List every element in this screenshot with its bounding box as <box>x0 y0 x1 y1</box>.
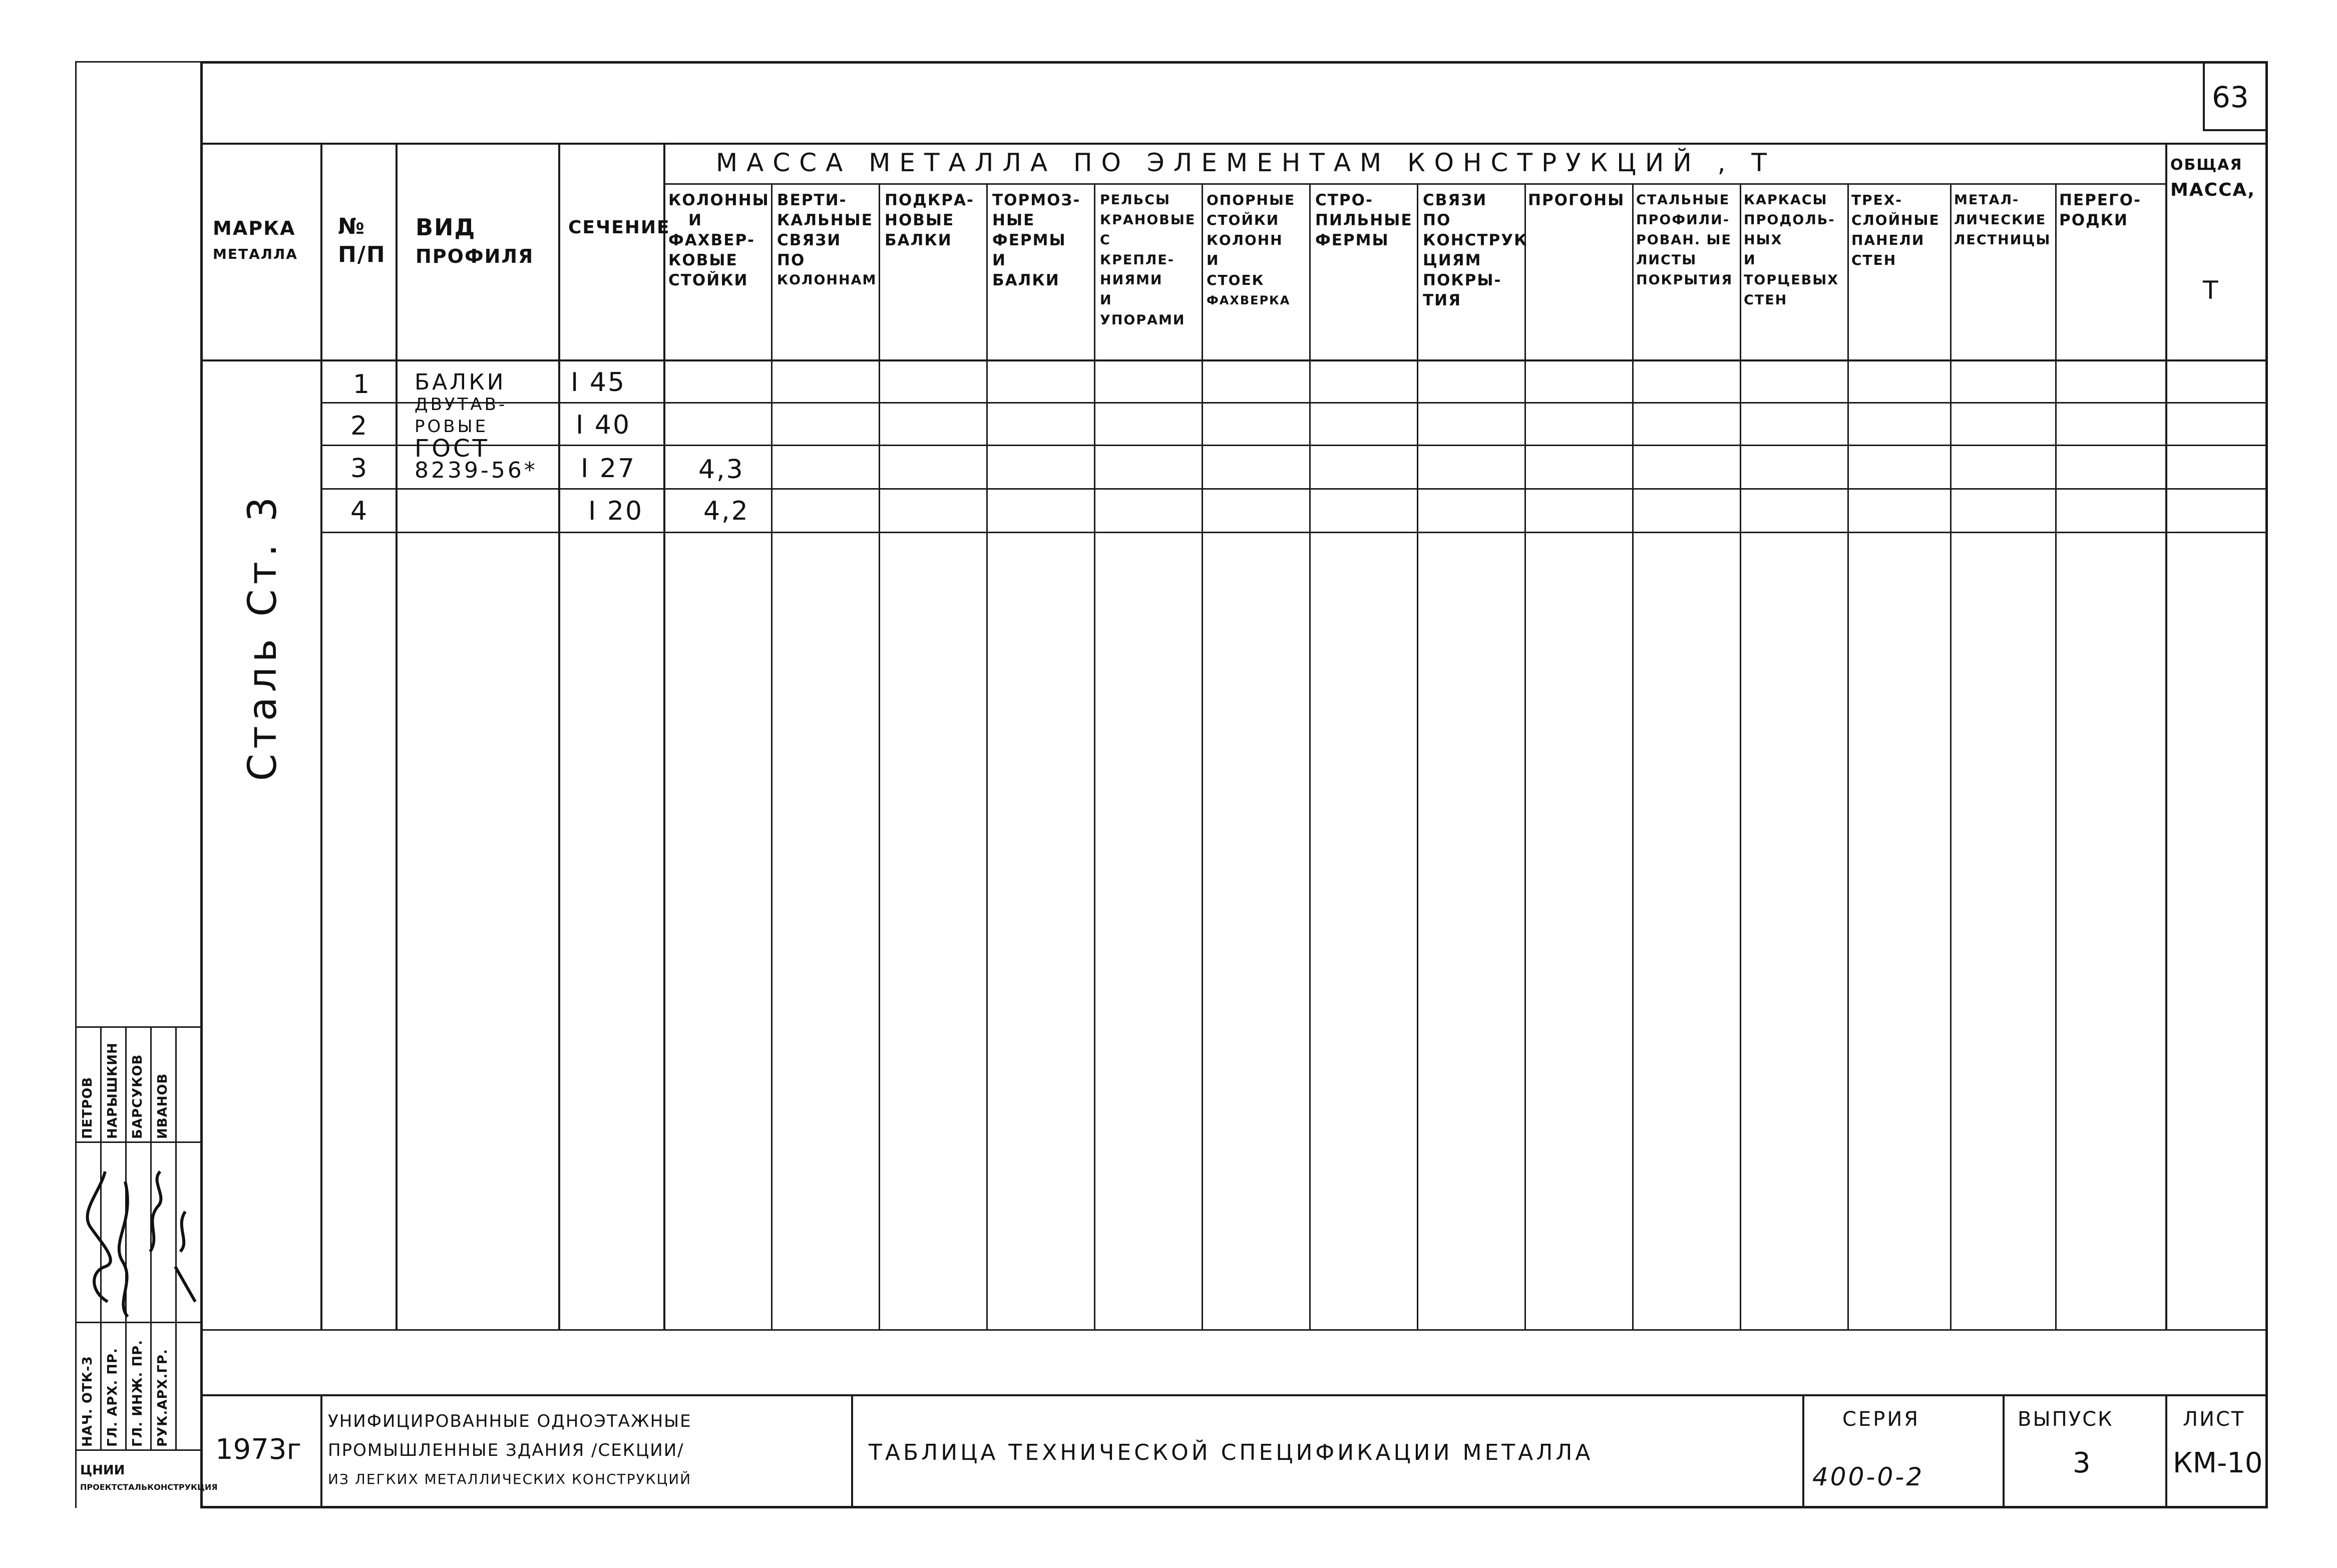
col-header-element-5: РЕЛЬСЫ КРАНОВЫЕ С КРЕПЛЕ- НИЯМИ И УПОРАМИ <box>1100 192 1196 328</box>
row-3-num: 3 <box>350 454 369 484</box>
sig-name-2: НАРЫШКИН <box>105 1042 120 1139</box>
sig-name-1: ПЕТРОВ <box>80 1076 95 1139</box>
page-number: 63 <box>2212 80 2249 114</box>
row-4-section: I 20 <box>588 496 644 526</box>
steel-grade-label: Сталь Ст. 3 <box>240 492 285 781</box>
row-3-section: I 27 <box>581 454 636 484</box>
title-issue-value: 3 <box>2073 1447 2091 1479</box>
title-project-line3: ИЗ ЛЕГКИХ МЕТАЛЛИЧЕСКИХ КОНСТРУКЦИЙ <box>328 1471 692 1487</box>
col-header-marka-line2: МЕТАЛЛА <box>213 246 298 262</box>
org-line-2: ПРОЕКТСТАЛЬКОНСТРУКЦИЯ <box>80 1482 218 1492</box>
title-sheet-label: ЛИСТ <box>2183 1408 2245 1431</box>
col-header-element-13: МЕТАЛ- ЛИЧЕСКИЕ ЛЕСТНИЦЫ <box>1954 192 2051 248</box>
col-header-element-1: КОЛОННЫ И ФАХВЕР- КОВЫЕ СТОЙКИ <box>668 191 769 289</box>
profile-line-5: 8239-56* <box>415 458 538 483</box>
col-header-element-10: СТАЛЬНЫЕ ПРОФИЛИ- РОВАН. ЫЕ ЛИСТЫ ПОКРЫТИЯ <box>1636 192 1733 288</box>
col-header-total-line2: МАССА, <box>2170 180 2256 200</box>
col-header-sechenie-line1: СЕЧЕНИЕ <box>568 217 670 238</box>
row-1-section: I 45 <box>571 367 626 398</box>
sig-name-4: ИВАНОВ <box>155 1073 170 1139</box>
profile-description <box>415 371 538 482</box>
col-header-num-line1: № <box>338 214 365 239</box>
title-sheet-value: КМ-10 <box>2173 1447 2263 1479</box>
sig-name-3: БАРСУКОВ <box>130 1054 145 1139</box>
col-header-sechenie <box>568 218 670 238</box>
organization-label <box>80 1462 218 1496</box>
col-header-total-unit: Т <box>2203 276 2218 305</box>
col-header-vid-line1: ВИД <box>416 214 476 241</box>
profile-line-1: БАЛКИ <box>415 369 506 395</box>
title-sheet-name: ТАБЛИЦА ТЕХНИЧЕСКОЙ СПЕЦИФИКАЦИИ МЕТАЛЛА <box>869 1440 1594 1465</box>
col-header-element-9: ПРОГОНЫ <box>1528 191 1625 209</box>
row-2-section: I 40 <box>576 410 631 440</box>
row-2-num: 2 <box>350 411 369 441</box>
group-header: МАССА МЕТАЛЛА ПО ЭЛЕМЕНТАМ КОНСТРУКЦИЙ , Т <box>716 148 1776 177</box>
title-year: 1973г <box>215 1433 301 1466</box>
col-header-element-7: СТРО- ПИЛЬНЫЕ ФЕРМЫ <box>1315 191 1413 249</box>
col-header-element-11: КАРКАСЫ ПРОДОЛЬ- НЫХ И ТОРЦЕВЫХ СТЕН <box>1744 192 1839 308</box>
col-header-vid <box>416 213 534 271</box>
profile-line-2: ДВУТАВ- <box>415 395 508 415</box>
sig-role-3: ГЛ. ИНЖ. ПР. <box>130 1339 145 1447</box>
title-project <box>328 1407 692 1494</box>
row-3-mass-columns: 4,3 <box>698 455 744 485</box>
col-header-element-14: ПЕРЕГО- РОДКИ <box>2059 191 2141 229</box>
title-project-line1: УНИФИЦИРОВАННЫЕ ОДНОЭТАЖНЫЕ <box>328 1411 692 1431</box>
col-header-element-4: ТОРМОЗ- НЫЕ ФЕРМЫ И БАЛКИ <box>992 191 1081 289</box>
col-header-element-12: ТРЕХ- СЛОЙНЫЕ ПАНЕЛИ СТЕН <box>1851 192 1940 268</box>
org-line-1: ЦНИИ <box>80 1463 125 1478</box>
profile-line-4: ГОСТ <box>415 435 490 463</box>
col-header-num-line2: П/П <box>338 242 386 267</box>
row-1-num: 1 <box>353 369 371 400</box>
sig-role-1: НАЧ. ОТК-3 <box>80 1356 95 1447</box>
title-project-line2: ПРОМЫШЛЕННЫЕ ЗДАНИЯ /СЕКЦИИ/ <box>328 1440 684 1460</box>
title-series-label: СЕРИЯ <box>1842 1408 1920 1431</box>
title-issue-label: ВЫПУСК <box>2018 1408 2114 1431</box>
col-header-total <box>2170 153 2255 203</box>
row-4-num: 4 <box>350 496 369 526</box>
sig-role-2: ГЛ. АРХ. ПР. <box>105 1348 120 1447</box>
col-header-vid-line2: ПРОФИЛЯ <box>416 245 534 267</box>
title-series-value: 400-0-2 <box>1812 1462 1924 1491</box>
row-4-mass-columns: 4,2 <box>703 496 749 526</box>
profile-line-3: РОВЫЕ <box>415 417 489 437</box>
sig-role-4: РУК.АРХ.ГР. <box>155 1349 170 1447</box>
col-header-element-8: СВЯЗИ ПО КОНСТРУК ЦИЯМ ПОКРЫ- ТИЯ <box>1423 191 1528 309</box>
col-header-marka <box>213 215 298 267</box>
col-header-element-6: ОПОРНЫЕ СТОЙКИ КОЛОНН И СТОЕК ФАХВЕРКА <box>1207 192 1296 307</box>
col-header-marka-line1: МАРКА <box>213 217 296 239</box>
handwritten-signature-icon <box>60 1151 205 1322</box>
col-header-num <box>338 213 386 269</box>
col-header-element-3: ПОДКРА- НОВЫЕ БАЛКИ <box>885 191 974 249</box>
col-header-element-2: ВЕРТИ- КАЛЬНЫЕ СВЯЗИ ПО КОЛОННАМ <box>777 191 877 288</box>
col-header-total-line1: ОБЩАЯ <box>2170 156 2243 174</box>
